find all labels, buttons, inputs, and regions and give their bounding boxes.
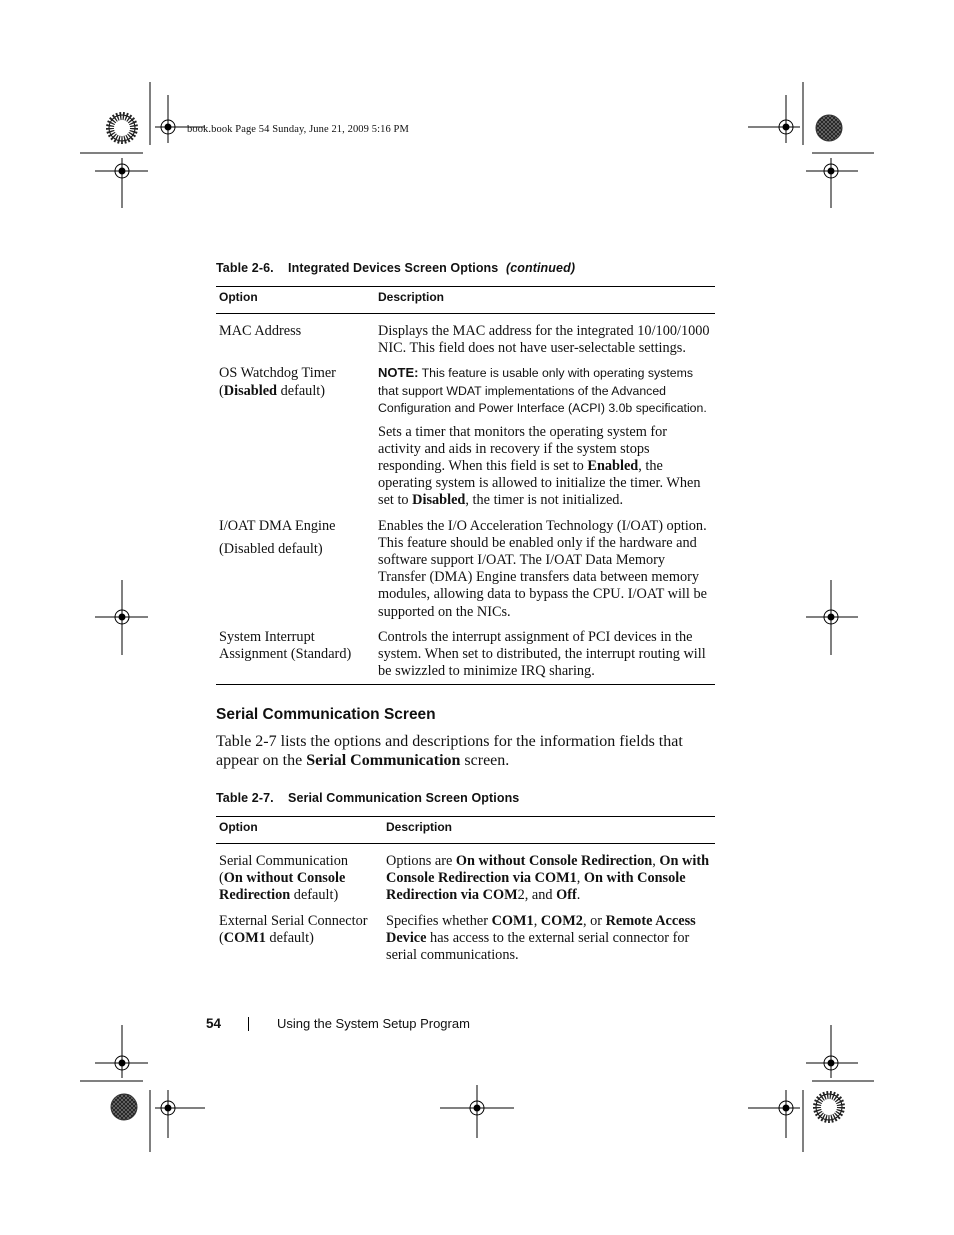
option-cell: OS Watchdog Timer (Disabled default): [219, 365, 336, 399]
column-header-description: Description: [375, 287, 715, 314]
option-cell: I/OAT DMA Engine (Disabled default): [219, 517, 336, 557]
caption-label: Table 2-7.: [216, 791, 274, 805]
caption-label: Table 2-6.: [216, 261, 274, 275]
note-block: [378, 364, 712, 417]
note-label: NOTE:: [378, 365, 419, 381]
body-paragraph: Table 2-7 lists the options and descriptions for the information fields that appear on the Serial Communication screen.: [216, 733, 683, 769]
color-target-top-right: [816, 115, 842, 141]
description-cell: Enables the I/O Acceleration Technology (I/OAT) option. This feature should be enabled only if the hardware and software support I/OAT. The I/OAT Data Memory Transfer (DMA) Engine transfers data between memory modules, allowing data to bypass the CPU. I/OAT will be supported on the NICs.: [378, 517, 707, 620]
registration-mark-middle-left: [95, 580, 148, 655]
description-cell: Specifies whether COM1, COM2, or Remote Access Device has access to the external serial connector for serial communications.: [386, 912, 696, 964]
registration-mark-top-right: [748, 82, 874, 208]
caption-continued: (continued): [505, 261, 576, 275]
color-target-bottom-left: [111, 1094, 137, 1120]
option-cell: System Interrupt Assignment (Standard): [216, 621, 375, 685]
column-header-option: Option: [216, 287, 375, 314]
column-header-description: Description: [383, 817, 715, 844]
option-cell: Serial Communication (On without Console Redirection default): [219, 853, 349, 904]
description-cell: Options are On without Console Redirection, On with Console Redirection via COM1, On with Console Redirection via COM2, and Off.: [386, 853, 710, 904]
print-header: book.book Page 54 Sunday, June 21, 2009 5:16 PM: [187, 124, 409, 135]
footer-section-name: Using the System Setup Program: [277, 1016, 470, 1031]
table-2-7: [216, 816, 715, 964]
option-cell: MAC Address: [219, 323, 302, 339]
table-row: [216, 357, 715, 509]
registration-mark-bottom-right: [748, 1025, 874, 1152]
registration-mark-top-left: [80, 82, 205, 208]
table-row: [216, 314, 715, 358]
registration-mark-middle-right: [806, 580, 858, 655]
registration-mark-bottom-center: [440, 1085, 514, 1138]
description-cell: [375, 357, 715, 509]
footer-divider: [248, 1017, 249, 1031]
note-text: This feature is usable only with operating systems that support WDAT implementations of the Advanced Configuration and Power Interface (ACPI) 3.0b specification.: [378, 366, 707, 416]
caption-title: Serial Communication Screen Options: [288, 791, 520, 805]
table-row: [216, 844, 715, 905]
column-header-option: Option: [216, 817, 383, 844]
table-2-7-caption: [216, 791, 519, 805]
registration-mark-bottom-left: [80, 1025, 205, 1152]
table-row: [216, 621, 715, 685]
table-2-6: [216, 286, 715, 685]
table-row: [216, 905, 715, 965]
table-2-6-caption: [216, 261, 575, 275]
page-number: 54: [206, 1016, 222, 1031]
option-cell: External Serial Connector (COM1 default): [219, 912, 368, 946]
description-text: Sets a timer that monitors the operating system for activity and aids in recovery if the system stops responding. When this field is set to Enabled, the operating system is allowed to initialize the timer. When set to Disabled, the timer is not initialized.: [378, 423, 701, 509]
description-cell: Displays the MAC address for the integrated 10/100/1000 NIC. This field does not have user-selectable settings.: [378, 323, 710, 357]
caption-title: Integrated Devices Screen Options: [288, 261, 499, 275]
table-row: [216, 510, 715, 621]
section-heading: Serial Communication Screen: [216, 706, 436, 723]
description-cell: Controls the interrupt assignment of PCI devices in the system. When set to distributed, the interrupt routing will be swizzled to minimize IRQ sharing.: [375, 621, 715, 685]
